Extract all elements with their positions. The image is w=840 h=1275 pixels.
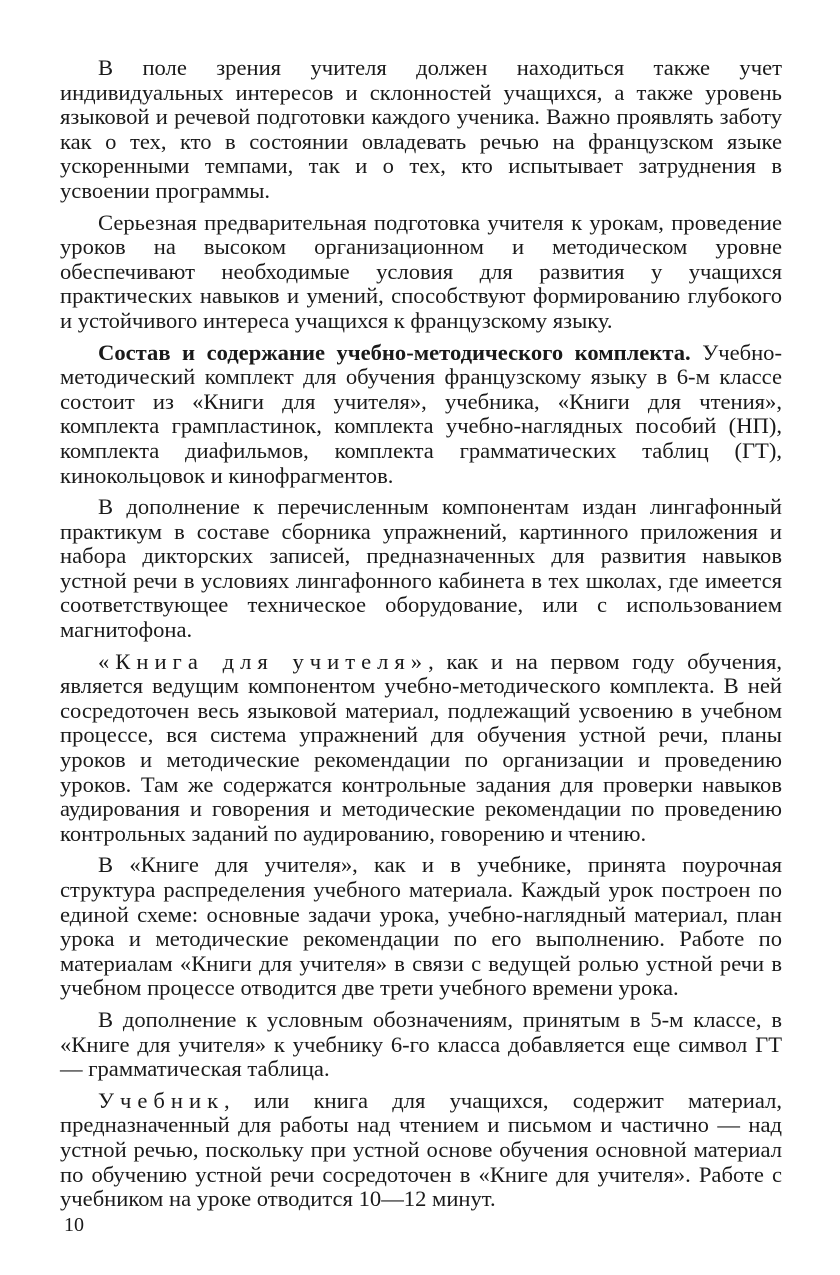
paragraph: В поле зрения учителя должен находиться также учет индивидуальных интересов и склонностей учащихся, а также уровень языковой и речевой подготовки каждого ученика. Важно проявлять заботу как о тех, кто в состоянии овладевать речью на французском языке ускоренными темпами, так и о тех, кто испытывает затруднения в усвоении программы. <box>60 55 782 203</box>
paragraph-text: , как и на первом году обучения, является ведущим компонентом учебно-методического комплекта. В ней сосредоточен весь языковой материал, подлежащий усвоению в учебном процессе, вся система упражнений для обучения устной речи, планы уроков и методические рекомендации по организации и проведению уроков. Там же содержатся контрольные задания для проверки навыков аудирования и говорения и методические рекомендации по проведению контрольных заданий по аудированию, говорению и чтению. <box>60 648 783 846</box>
section-heading: Состав и содержание учебно-методического комплекта. <box>98 339 691 365</box>
paragraph: В «Книге для учителя», как и в учебнике, принята поурочная структура распределения учебного материала. Каждый урок построен по единой схеме: основные задачи урока, учебно-наглядный материал, план урока и методические рекомендации по его выполнению. Работе по материалам «Книги для учителя» в связи с ведущей ролью устной речи в учебном процессе отводится две трети учебного времени урока. <box>60 852 782 1001</box>
paragraph-text: , или книга для учащихся, содержит материал, предназначенный для работы над чтением и письмом и частично — над устной речью, поскольку при устной основе обучения основной материал по обучению устной речи сосредоточен в «Книге для учителя». Работе с учебником на уроке отводится 10—12 минут. <box>60 1087 782 1212</box>
paragraph: В дополнение к условным обозначениям, принятым в 5-м классе, в «Книге для учителя» к учебнику 6-го класса добавляется еще символ ГТ — грамматическая таблица. <box>60 1006 782 1082</box>
spaced-term: «Книга для учителя» <box>98 648 429 674</box>
paragraph-text: Учебно-методический комплект для обучения французскому языку в 6-м классе состоит из «Книги для учителя», учебника, «Книги для чтения», комплекта грампластинок, комплекта учебно-наглядных пособий (НП), комплекта диафильмов, комплекта грамматических таблиц (ГТ), кинокольцовок и кинофрагментов. <box>60 339 782 488</box>
paragraph: В дополнение к перечисленным компонентам издан лингафонный практикум в составе сборника упражнений, картинного приложения и набора дикторских записей, предназначенных для развития навыков устной речи в условиях лингафонного кабинета в тех школах, где имеется соответствующее техническое оборудование, или с использованием магнитофона. <box>60 494 782 643</box>
paragraph <box>60 341 782 489</box>
paragraph <box>60 1089 782 1212</box>
spaced-term: Учебник <box>98 1087 225 1113</box>
paragraph: Серьезная предварительная подготовка учителя к урокам, проведение уроков на высоком организационном и методическом уровне обеспечивают необходимые условия для развития у учащихся практических навыков и умений, способствуют формированию глубокого и устойчивого интереса учащихся к французскому языку. <box>60 209 782 333</box>
page-number: 10 <box>64 1214 84 1236</box>
page-body <box>60 56 782 1219</box>
paragraph <box>60 650 782 847</box>
